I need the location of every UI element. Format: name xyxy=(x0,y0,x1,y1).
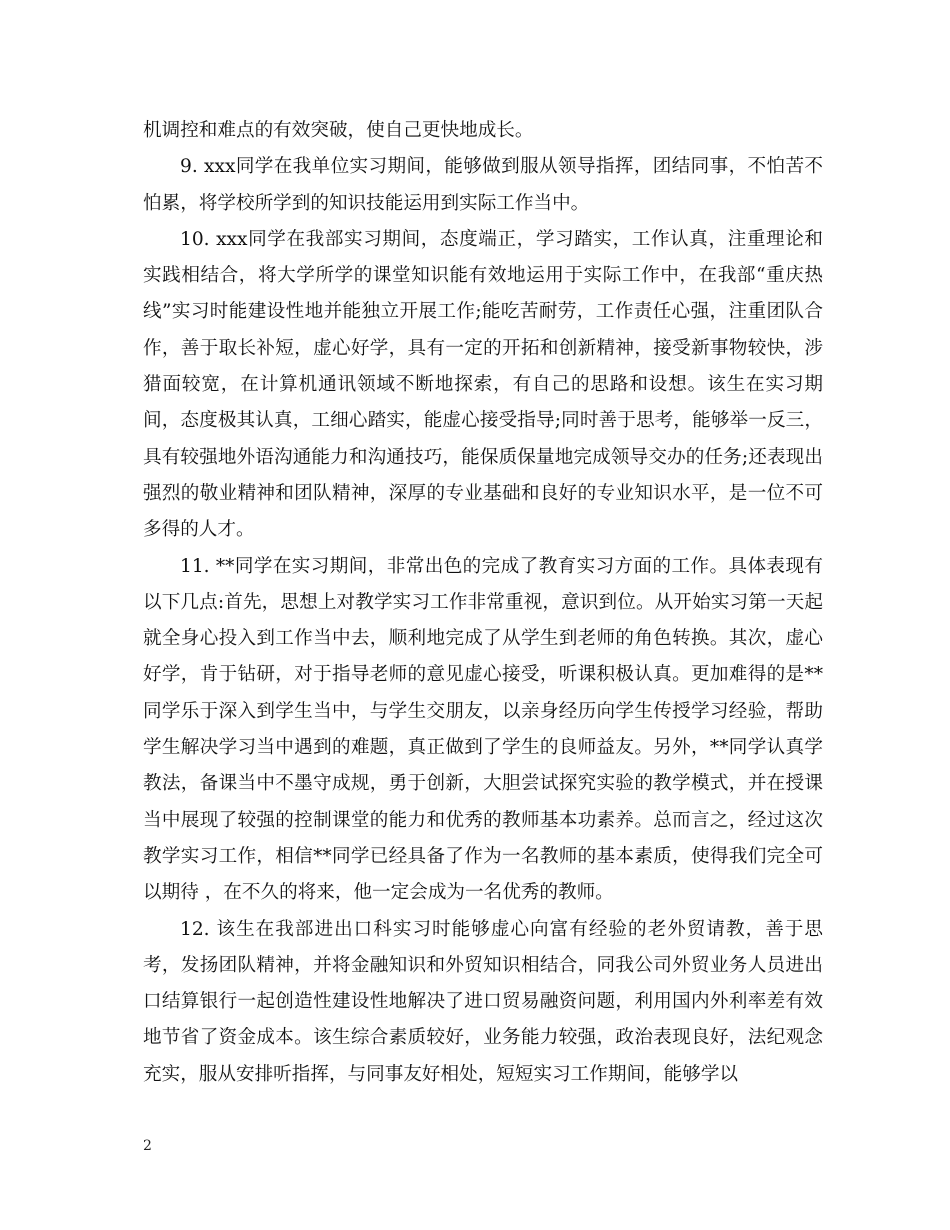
paragraph-continued: 机调控和难点的有效突破，使自己更快地成长。 xyxy=(143,120,534,141)
paragraph-item-10: 10. xxx同学在我部实习期间，态度端正，学习踏实，工作认真，注重理论和实践相结合，将大学所学的课堂知识能有效地运用于实际工作中，在我部“重庆热线”实习时能建设性地并能独立开展工作;能吃苦耐劳，工作责任心强，注重团队合作，善于取长补短，虚心好学，具有一定的开拓和创新精神，接受新事物较快，涉猎面较宽，在计算机通讯领域不断地探索，有自己的思路和设想。该生在实习期间，态度极其认真，工细心踏实，能虚心接受指导;同时善于思考，能够举一反三，具有较强地外语沟通能力和沟通技巧，能保质保量地完成领导交办的任务;还表现出强烈的敬业精神和团队精神，深厚的专业基础和良好的专业知识水平，是一位不可多得的人才。 xyxy=(143,228,823,541)
paragraph-item-11: 11. **同学在实习期间，非常出色的完成了教育实习方面的工作。具体表现有以下几点:首先，思想上对教学实习工作非常重视，意识到位。从开始实习第一天起就全身心投入到工作当中去，顺利地完成了从学生到老师的角色转换。其次，虚心好学，肯于钻研，对于指导老师的意见虚心接受，听课积极认真。更加难得的是**同学乐于深入到学生当中，与学生交朋友，以亲身经历向学生传授学习经验，帮助学生解决学习当中遇到的难题，真正做到了学生的良师益友。另外，**同学认真学教法，备课当中不墨守成规，勇于创新，大胆尝试探究实验的教学模式，并在授课当中展现了较强的控制课堂的能力和优秀的教师基本功素养。总而言之，经过这次教学实习工作，相信**同学已经具备了作为一名教师的基本素质，使得我们完全可以期待 ，在不久的将来，他一定会成为一名优秀的教师。 xyxy=(143,555,823,904)
paragraph-item-9: 9. xxx同学在我单位实习期间，能够做到服从领导指挥，团结同事，不怕苦不怕累，将学校所学到的知识技能运用到实际工作当中。 xyxy=(143,156,823,214)
page-number: 2 xyxy=(143,1138,152,1154)
document-body xyxy=(143,113,823,1093)
paragraph-item-12: 12. 该生在我部进出口科实习时能够虚心向富有经验的老外贸请教，善于思考，发扬团队精神，并将金融知识和外贸知识相结合，同我公司外贸业务人员进出口结算银行一起创造性建设性地解决了进口贸易融资问题，利用国内外利率差有效地节省了资金成本。该生综合素质较好，业务能力较强，政治表现良好，法纪观念充实，服从安排听指挥，与同事友好相处，短短实习工作期间，能够学以 xyxy=(143,918,823,1085)
